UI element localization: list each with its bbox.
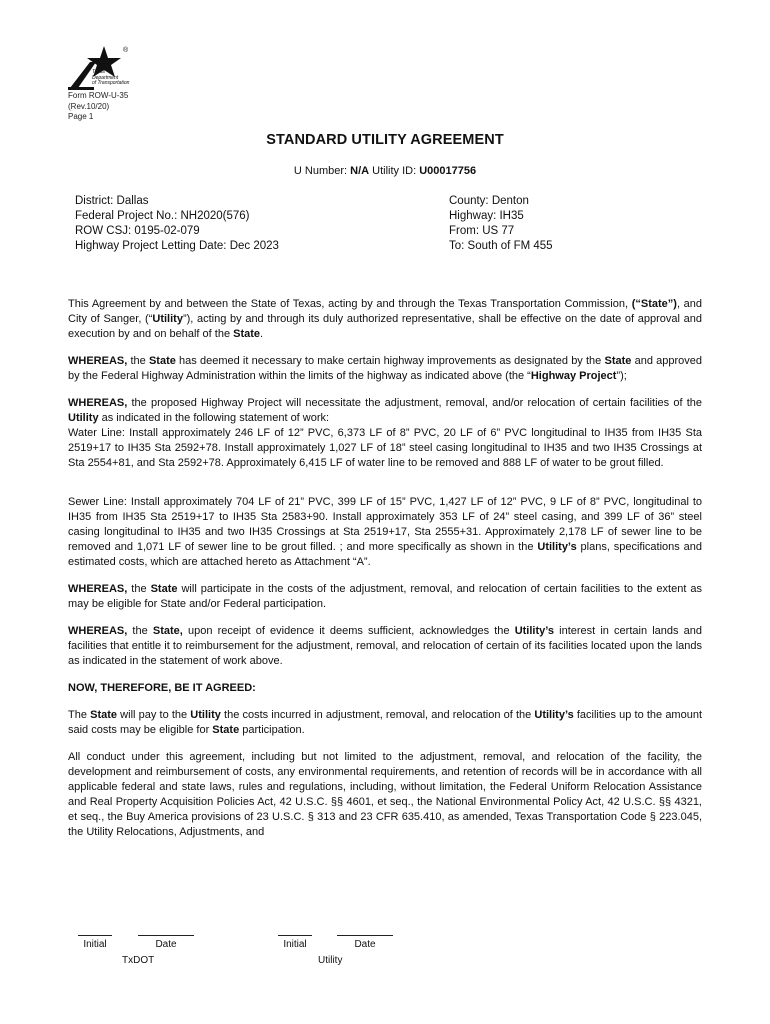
form-meta — [68, 91, 128, 123]
paragraph-whereas-4: WHEREAS, the State, upon receipt of evidence it deems sufficient, acknowledges the Utility’s interest in certain lands and facilities that entitle it to reimbursement for the adjustment, removal, and relocation of certain of its facilities located upon the lands as indicated in the statement of work above. — [68, 625, 703, 667]
paragraph-whereas-1: WHEREAS, the State has deemed it necessary to make certain highway improvements as designated by the State and approved by the Federal Highway Administration within the limits of the highway as indicated above (the “Highway Project”); — [68, 355, 702, 382]
document-title: STANDARD UTILITY AGREEMENT — [266, 132, 504, 148]
svg-text:®: ® — [123, 47, 129, 54]
utility-initial-field[interactable]: Initial — [278, 935, 312, 950]
utility-date-field[interactable]: Date — [337, 935, 393, 950]
u-number-label: U Number: — [293, 165, 348, 177]
form-revision: (Rev.10/20) — [68, 101, 110, 111]
txdot-date-field[interactable]: Date — [138, 935, 194, 950]
project-info-right — [449, 194, 553, 254]
letting-date: Highway Project Letting Date: Dec 2023 — [75, 240, 279, 252]
paragraph-whereas-3: WHEREAS, the State will participate in the costs of the adjustment, removal, and relocation of certain facilities to the extent as may be eligible for State and/or Federal participation. — [68, 583, 702, 610]
page-number: Page 1 — [68, 112, 94, 121]
id-line — [0, 165, 770, 177]
to-location: To: South of FM 455 — [449, 240, 553, 252]
u-number-value: N/A — [350, 165, 370, 177]
from-location: From: US 77 — [449, 225, 515, 237]
county: County: Denton — [449, 195, 529, 207]
paragraph-sewer-line: Sewer Line: Install approximately 704 LF of 21” PVC, 399 LF of 15” PVC, 1,427 LF of 12” PVC, 9 LF of 8” PVC, longitudinal to IH35 from IH35 Sta 2519+17 to IH35 Sta 2583+90. Install approximately 353 LF of 24” steel casing, and 399 LF of 36” steel casing longitudinal to IH35 and two IH35 Crossings at Sta 2519+17, Sta 2555+31. Approximately 2,178 LF of sewer line to be removed and 1,071 LF of sewer line to be grout filled. ; and more specifically as shown in the Utility’s plans, specifications and estimated costs, which are attached hereto as Attachment “A”. — [68, 496, 702, 568]
utility-id-value: U00017756 — [419, 165, 477, 177]
form-number: Form ROW-U-35 — [68, 91, 129, 100]
agreement-body — [68, 297, 702, 852]
district: District: Dallas — [75, 195, 149, 207]
paragraph-intro: This Agreement by and between the State of Texas, acting by and through the Texas Transportation Commission, (“State”), and City of Sanger, (“Utility”), acting by and through its duly authorized representative, shall be effective on the date of approval and execution by and on behalf of the State. — [68, 298, 702, 340]
logo-line-1: Texas — [92, 69, 106, 75]
logo-line-2: Department — [92, 74, 119, 81]
row-csj: ROW CSJ: 0195-02-079 — [75, 225, 200, 237]
txdot-initial-field[interactable]: Initial — [78, 935, 112, 950]
utility-id-label: Utility ID: — [372, 165, 417, 177]
logo-line-3: of Transportation — [92, 80, 130, 86]
paragraph-whereas-2: WHEREAS, the proposed Highway Project will necessitate the adjustment, removal, and/or relocation of certain facilities of the Utility as indicated in the following statement of work: Water Line: Install approximately 246 LF of 12” PVC, 6,373 LF of 8” PVC, 20 LF of 6” PVC longitudinal to IH35 from IH35 Sta 2519+17 to IH35 Sta 2592+78. Install approximately 1,027 LF of 18” steel casing longitudinal to IH35 and two IH35 Crossings at Sta 2554+81, and Sta 2592+78. Approximately 6,415 LF of water line to be removed and 888 LF of water to be grout filled. — [68, 397, 702, 469]
paragraph-payment: The State will pay to the Utility the costs incurred in adjustment, removal, and relocation of the Utility’s facilities up to the amount said costs may be eligible for State participation. — [68, 709, 703, 736]
paragraph-agreed: NOW, THEREFORE, BE IT AGREED: — [68, 682, 256, 694]
paragraph-conduct: All conduct under this agreement, including but not limited to the adjustment, removal, and relocation of the facility, the development and reimbursement of costs, any environmental requirements, and retention of records will be in accordance with all applicable federal and state laws, rules and regulations, including, without limitation, the Federal Uniform Relocation Assistance and Real Property Acquisition Policies Act, 42 U.S.C. §§ 4601, et seq., the National Environmental Policy Act, 42 U.S.C. §§ 4321, et seq., the Buy America provisions of 23 U.S.C. § 313 and 23 CFR 635.410, as amended, Texas Transportation Code § 223.045, the Utility Relocations, Adjustments, and — [68, 751, 702, 838]
utility-label: Utility — [318, 955, 343, 966]
project-info-left — [75, 194, 279, 254]
federal-project-no: Federal Project No.: NH2020(576) — [75, 210, 250, 222]
highway: Highway: IH35 — [449, 210, 524, 222]
water-line-scope: Water Line: Install approximately 246 LF of 12” PVC, 6,373 LF of 8” PVC, 20 LF of 6” PVC longitudinal to IH35 from IH35 Sta 2519+17 to IH35 Sta 2592+78. Install approximately 1,027 LF of 18” steel casing longitudinal to IH35 and two IH35 Crossings at Sta 2554+81, and Sta 2592+78. Approximately 6,415 LF of water line to be removed and 888 LF of water to be grout filled. — [68, 427, 702, 469]
txdot-label: TxDOT — [122, 955, 155, 966]
txdot-logo — [66, 44, 136, 92]
